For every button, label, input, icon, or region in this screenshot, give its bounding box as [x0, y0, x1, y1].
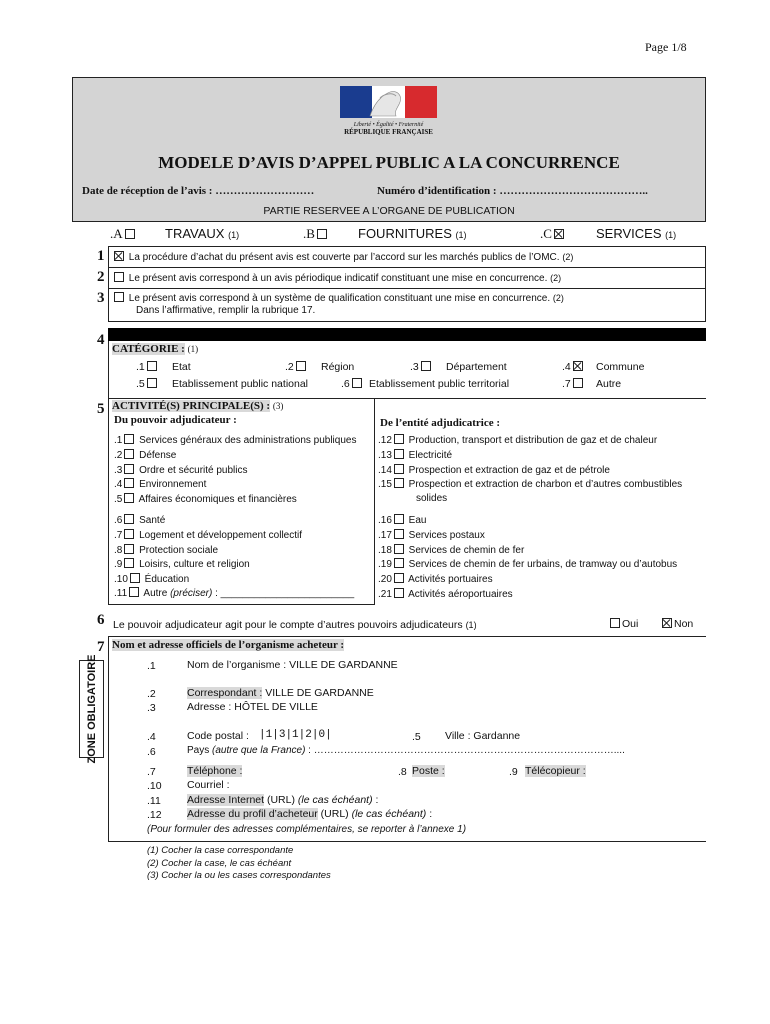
- organisme-name[interactable]: Nom de l’organisme : VILLE DE GARDANNE: [187, 659, 398, 671]
- activity-item-number: .15: [378, 479, 392, 491]
- type-a-note: (1): [228, 230, 240, 240]
- cat-6-label: Etablissement public territorial: [369, 378, 510, 390]
- section-6-text: Le pouvoir adjudicateur agit pour le compte d’autres pouvoirs adjudicateurs: [113, 619, 463, 631]
- row-3-checkbox[interactable]: [114, 292, 124, 302]
- s7-10-number: .10: [147, 780, 162, 792]
- cp-separator: |: [298, 729, 306, 741]
- code-postal-label: Code postal :: [187, 730, 249, 742]
- activity-item-number: .10: [114, 574, 128, 586]
- telephone-label[interactable]: Téléphone :: [187, 765, 243, 777]
- activity-item-label: Défense: [136, 449, 177, 461]
- activity-item-label: Éducation: [141, 574, 190, 586]
- footnotes: [147, 845, 331, 883]
- s7-11-number: .11: [147, 795, 161, 807]
- activity-item-checkbox[interactable]: [394, 434, 404, 444]
- internet-hint: (le cas échéant): [297, 794, 373, 806]
- cat-1-checkbox[interactable]: [147, 361, 157, 371]
- s7-12-number: .12: [147, 809, 162, 821]
- type-b-checkbox[interactable]: [317, 229, 327, 239]
- activity-item-label: Environnement: [136, 479, 207, 491]
- courriel-label[interactable]: Courriel :: [187, 779, 230, 791]
- section-7-number: 7: [97, 639, 105, 655]
- s7-3-number: .3: [147, 702, 156, 714]
- activity-item-checkbox[interactable]: [124, 544, 134, 554]
- internet-label[interactable]: Adresse Internet: [187, 794, 265, 806]
- adresse-field[interactable]: Adresse : HÔTEL DE VILLE: [187, 701, 318, 713]
- activity-item-label: Prospection et extraction de gaz et de pétrole: [405, 464, 610, 476]
- s7-5-number: .5: [412, 731, 421, 743]
- poste-label[interactable]: Poste :: [412, 765, 445, 777]
- activity-note: (3): [272, 401, 284, 411]
- activity-item-number: .12: [378, 435, 392, 446]
- s7-7-number: .7: [147, 766, 156, 778]
- cat-5-checkbox[interactable]: [147, 378, 157, 388]
- type-a-text: TRAVAUX: [165, 226, 225, 241]
- activity-item-number: .7: [114, 529, 123, 541]
- activity-item-checkbox[interactable]: [124, 434, 134, 444]
- republic-label: RÉPUBLIQUE FRANÇAISE: [344, 128, 433, 136]
- activity-item-checkbox[interactable]: [124, 529, 134, 539]
- oui-checkbox[interactable]: [610, 618, 620, 628]
- cp-separator: |: [272, 729, 279, 741]
- activity-11-number: .11: [114, 588, 128, 599]
- activity-item-label: Protection sociale: [136, 544, 219, 556]
- cp-digit[interactable]: 0: [318, 729, 326, 741]
- activity-item-number: .18: [378, 544, 392, 556]
- oui-label: Oui: [622, 618, 639, 630]
- cat-3-label: Département: [446, 361, 507, 373]
- activity-item-label: Services généraux des administrations publiques: [136, 435, 357, 446]
- activity-item-number: .3: [114, 464, 123, 476]
- row-2-number: 2: [97, 269, 105, 285]
- activity-right-title: De l’entité adjudicatrice :: [380, 417, 501, 429]
- cp-digit[interactable]: 2: [305, 729, 312, 741]
- cat-7-number: .7: [562, 378, 571, 390]
- row-3-subtext: Dans l’affirmative, remplir la rubrique 17.: [136, 305, 316, 316]
- activity-item-label: Activités aéroportuaires: [405, 588, 513, 600]
- motto: Liberté • Égalité • Fraternité: [353, 122, 424, 128]
- activity-item: [378, 544, 708, 559]
- activity-item-checkbox[interactable]: [124, 493, 134, 503]
- cp-digit[interactable]: 1: [265, 729, 273, 741]
- row-1-checkbox[interactable]: [114, 251, 124, 261]
- section-5-number: 5: [97, 401, 105, 417]
- activity-11-label: Autre: [143, 588, 168, 599]
- activity-item-label: Affaires économiques et financières: [136, 494, 297, 506]
- activity-item-checkbox[interactable]: [124, 464, 134, 474]
- activity-item: [114, 464, 376, 479]
- activity-item-number: .17: [378, 529, 392, 541]
- activity-item: [378, 464, 708, 479]
- cat-3-number: .3: [410, 361, 419, 373]
- cat-6-checkbox[interactable]: [352, 378, 362, 388]
- activity-item-checkbox[interactable]: [130, 573, 140, 583]
- row-2-text: Le présent avis correspond à un avis périodique indicatif constituant une mise en concurrence.: [128, 273, 548, 284]
- row-1-text: La procédure d’achat du présent avis est couverte par l’accord sur les marchés publics de l’OMC.: [128, 252, 560, 263]
- ville-field[interactable]: Ville : Gardanne: [445, 730, 521, 742]
- s7-6-number: .6: [147, 746, 156, 758]
- activity-item-label: Eau: [405, 514, 427, 526]
- type-b-note: (1): [455, 230, 467, 240]
- activity-item: [378, 493, 708, 508]
- category-title: CATÉGORIE :: [112, 343, 185, 355]
- activity-item: [114, 558, 376, 573]
- activity-item-number: .1: [114, 435, 123, 446]
- row-3-text: Le présent avis correspond à un système de qualification constituant une mise en concurrence.: [128, 293, 551, 304]
- reserved-label: PARTIE RESERVEE A L’ORGANE DE PUBLICATION: [263, 205, 515, 217]
- cp-separator: |: [259, 729, 266, 741]
- activity-item-number: .4: [114, 479, 123, 491]
- activity-item: [378, 573, 708, 588]
- activity-item: [378, 558, 708, 573]
- activity-item-number: .9: [114, 559, 123, 571]
- activity-item-label: Activités portuaires: [405, 574, 493, 586]
- cp-digit[interactable]: 3: [278, 729, 286, 741]
- annexe-note: (Pour formuler des adresses complémentaires, se reporter à l’annexe 1): [147, 824, 467, 835]
- row-2-note: (2): [550, 273, 562, 283]
- correspondant-label: Correspondant :: [187, 687, 263, 699]
- activity-item-checkbox[interactable]: [394, 464, 404, 474]
- activity-item-checkbox[interactable]: [394, 478, 404, 488]
- cp-separator: |: [285, 729, 293, 741]
- telecopieur-label[interactable]: Télécopieur :: [525, 765, 586, 777]
- code-postal-field[interactable]: [259, 729, 332, 741]
- activity-item-label: Production, transport et distribution de gaz et de chaleur: [405, 435, 658, 446]
- activity-item-checkbox[interactable]: [124, 558, 134, 568]
- row-1-note: (2): [562, 252, 574, 262]
- activity-11-field[interactable]: : ________________________: [215, 588, 355, 599]
- identification-number: Numéro d’identification : …………………………………..: [377, 185, 648, 197]
- activity-item-label: solides: [416, 493, 448, 505]
- section-6-number: 6: [97, 612, 105, 628]
- reception-date: Date de réception de l’avis : ………………………: [82, 185, 315, 197]
- activity-item: [114, 493, 376, 508]
- activity-item-checkbox[interactable]: [394, 544, 404, 554]
- type-a-checkbox[interactable]: [125, 229, 135, 239]
- activity-item: [114, 529, 376, 544]
- type-c-label: .C: [540, 226, 552, 241]
- correspondant-value[interactable]: VILLE DE GARDANNE: [262, 687, 374, 699]
- activity-item: [378, 434, 708, 449]
- activity-item: [378, 478, 708, 493]
- non-label: Non: [674, 618, 694, 630]
- activity-item-number: .19: [378, 559, 392, 571]
- activity-item-number: .14: [378, 464, 392, 476]
- activity-item: [114, 573, 376, 588]
- activity-item-checkbox[interactable]: [124, 514, 134, 524]
- activity-item: [378, 588, 708, 603]
- pays-field[interactable]: : ………………………………………………………………………………....: [305, 745, 625, 756]
- footnote-3: (3) Cocher la ou les cases correspondantes: [147, 870, 331, 881]
- row-3-note: (2): [552, 293, 564, 303]
- cat-7-label: Autre: [596, 378, 622, 390]
- activity-item-checkbox[interactable]: [394, 573, 404, 583]
- profil-colon: :: [426, 808, 433, 820]
- type-c-checkbox[interactable]: [554, 229, 564, 239]
- activity-item-label: Logement et développement collectif: [136, 529, 303, 541]
- profil-hint: (le cas échéant): [351, 808, 427, 820]
- category-note: (1): [187, 344, 199, 354]
- cat-4-number: .4: [562, 361, 571, 373]
- cat-2-number: .2: [285, 361, 294, 373]
- activity-item-label: Loisirs, culture et religion: [136, 559, 250, 571]
- s7-2-number: .2: [147, 688, 156, 700]
- activity-item-number: .13: [378, 449, 392, 461]
- cp-digit[interactable]: 1: [292, 729, 299, 741]
- activity-item-number: .2: [114, 449, 123, 461]
- type-c-note: (1): [665, 230, 677, 240]
- internet-url: (URL): [264, 794, 298, 806]
- cat-4-label: Commune: [596, 361, 645, 373]
- activity-item-checkbox[interactable]: [394, 514, 404, 524]
- cat-1-number: .1: [136, 361, 145, 373]
- activity-item-number: .6: [114, 514, 123, 526]
- s7-9-number: .9: [509, 766, 518, 778]
- activity-item-checkbox[interactable]: [394, 588, 404, 598]
- activity-item-label: Services postaux: [405, 529, 485, 541]
- profil-label[interactable]: Adresse du profil d’acheteur: [187, 808, 318, 820]
- activity-left-title: Du pouvoir adjudicateur :: [114, 414, 237, 426]
- cat-5-label: Etablissement public national: [172, 378, 308, 390]
- activity-item-checkbox[interactable]: [394, 558, 404, 568]
- activity-item: [114, 544, 376, 559]
- activity-item-label: Ordre et sécurité publics: [136, 464, 248, 476]
- cat-1-label: Etat: [172, 361, 191, 373]
- activity-item-label: Santé: [136, 514, 166, 526]
- activity-item: [378, 449, 708, 464]
- activity-item: [114, 434, 376, 449]
- document-title: MODELE D’AVIS D’APPEL PUBLIC A LA CONCURRENCE: [158, 153, 620, 172]
- activity-item-checkbox[interactable]: [124, 478, 134, 488]
- activity-item-number: .16: [378, 514, 392, 526]
- s7-4-number: .4: [147, 731, 156, 743]
- activity-item-checkbox[interactable]: [394, 449, 404, 459]
- activity-title: ACTIVITÉ(S) PRINCIPALE(S) :: [112, 400, 271, 412]
- section-4-bar: [108, 328, 706, 341]
- cp-separator: |: [325, 729, 332, 741]
- row-2-checkbox[interactable]: [114, 272, 124, 282]
- s7-1-number: .1: [147, 660, 156, 672]
- row-3-number: 3: [97, 290, 105, 306]
- activity-item-number: .8: [114, 544, 123, 556]
- activity-item-number: .21: [378, 588, 392, 600]
- activity-item: [114, 478, 376, 493]
- footnote-1: (1) Cocher la case correspondante: [147, 845, 294, 856]
- cat-2-label: Région: [321, 361, 355, 373]
- type-b-text: FOURNITURES: [358, 226, 452, 241]
- zone-obligatoire-label: ZONE OBLIGATOIRE: [85, 654, 98, 764]
- activity-item-label: Services de chemin de fer urbains, de tramway ou d’autobus: [405, 559, 678, 571]
- cp-separator: |: [311, 729, 319, 741]
- activity-11-hint: (préciser): [170, 588, 213, 599]
- activity-item-checkbox[interactable]: [394, 529, 404, 539]
- pays-label: Pays: [187, 745, 210, 756]
- activity-item: [378, 514, 708, 529]
- marianne-logo: [340, 86, 437, 140]
- cat-2-checkbox[interactable]: [296, 361, 306, 371]
- activity-left-list: [114, 434, 376, 588]
- cat-5-number: .5: [136, 378, 145, 390]
- page-number: Page 1/8: [645, 40, 687, 54]
- section-6-note: (1): [465, 620, 477, 630]
- activity-item-label: Prospection et extraction de charbon et d’autres combustibles: [405, 479, 683, 491]
- section-4-number: 4: [97, 332, 105, 348]
- cat-6-number: .6: [341, 378, 350, 390]
- profil-url: (URL): [317, 808, 352, 820]
- cat-7-checkbox[interactable]: [573, 378, 583, 388]
- activity-item: [378, 529, 708, 544]
- activity-item-label: Services de chemin de fer: [405, 544, 525, 556]
- type-b-label: .B: [303, 226, 315, 241]
- activity-item-checkbox[interactable]: [124, 449, 134, 459]
- activity-item: [114, 449, 376, 464]
- type-c-text: SERVICES: [596, 226, 662, 241]
- row-1-number: 1: [97, 248, 105, 264]
- activity-right-list: [378, 434, 708, 603]
- non-checkbox[interactable]: [662, 618, 672, 628]
- section-7-title: Nom et adresse officiels de l’organisme acheteur :: [112, 639, 345, 651]
- activity-item: [114, 514, 376, 529]
- type-a-label: .A: [110, 226, 123, 241]
- activity-item-label: Electricité: [405, 449, 453, 461]
- zone-obligatoire-box: [79, 654, 104, 764]
- activity-item-number: .5: [114, 494, 123, 506]
- footnote-2: (2) Cocher la case, le cas échéant: [147, 857, 292, 869]
- activity-item-number: .20: [378, 574, 392, 586]
- internet-colon: :: [372, 794, 379, 806]
- pays-hint: (autre que la France): [212, 745, 306, 756]
- s7-8-number: .8: [398, 766, 407, 778]
- cat-4-checkbox[interactable]: [573, 361, 583, 371]
- activity-11-checkbox[interactable]: [129, 587, 139, 597]
- cat-3-checkbox[interactable]: [421, 361, 431, 371]
